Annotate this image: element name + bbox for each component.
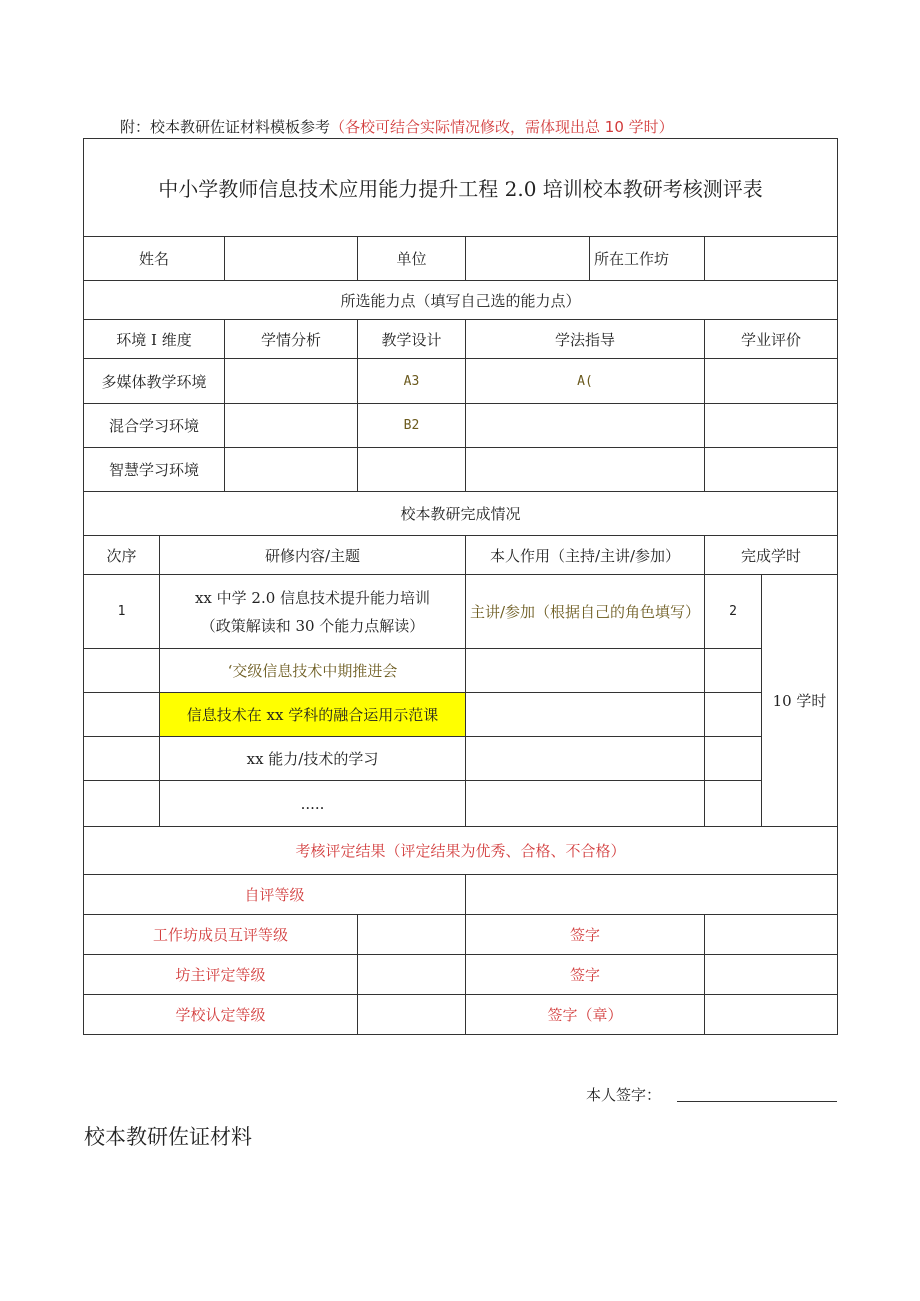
column-header-topic: 研修内容/主题 <box>160 536 466 575</box>
ability-cell[interactable] <box>225 404 358 448</box>
self-eval-field[interactable] <box>466 875 838 915</box>
note-highlight-hours: 10 <box>604 118 624 136</box>
ability-cell[interactable]: B2 <box>358 404 466 448</box>
ability-cell[interactable] <box>705 448 838 492</box>
total-hours: 10 学时 <box>762 575 838 827</box>
name-label: 姓名 <box>84 237 225 281</box>
note-prefix: 附：校本教研佐证材料模板参考 <box>120 118 331 136</box>
unit-field[interactable] <box>466 237 590 281</box>
column-header-hours: 完成学时 <box>705 536 838 575</box>
session-topic-line: xx 中学 2.0 信息技术提升能力培训 <box>194 588 431 607</box>
ability-cell[interactable] <box>225 359 358 404</box>
template-note <box>120 116 674 137</box>
host-eval-field[interactable] <box>358 955 466 995</box>
session-role[interactable] <box>466 781 705 827</box>
dimension-header: 学业评价 <box>705 320 838 359</box>
school-eval-label: 学校认定等级 <box>84 995 358 1035</box>
peer-sign-label: 签字 <box>466 915 705 955</box>
session-topic[interactable]: 信息技术在 xx 学科的融合运用示范课 <box>160 693 466 737</box>
personal-signature-line[interactable] <box>677 1101 837 1102</box>
eval-header: 考核评定结果（评定结果为优秀、合格、不合格） <box>84 827 838 875</box>
session-topic[interactable]: xx 能力/技术的学习 <box>160 737 466 781</box>
ability-header: 所选能力点（填写自己选的能力点） <box>84 281 838 320</box>
note-highlight <box>330 118 674 136</box>
host-eval-label: 坊主评定等级 <box>84 955 358 995</box>
host-sign-label: 签字 <box>466 955 705 995</box>
session-order <box>84 737 160 781</box>
environment-name: 多媒体教学环境 <box>84 359 225 404</box>
environment-name: 混合学习环境 <box>84 404 225 448</box>
workshop-field[interactable] <box>705 237 838 281</box>
session-order: 1 <box>84 575 160 649</box>
ability-cell[interactable]: A( <box>466 359 705 404</box>
peer-sign-field[interactable] <box>705 915 838 955</box>
session-topic[interactable] <box>160 575 466 649</box>
session-hours[interactable]: 2 <box>705 575 762 649</box>
session-role[interactable] <box>466 737 705 781</box>
ability-cell[interactable] <box>358 448 466 492</box>
session-hours[interactable] <box>705 737 762 781</box>
ability-cell[interactable] <box>225 448 358 492</box>
ability-cell[interactable] <box>466 448 705 492</box>
dimension-header: 学情分析 <box>225 320 358 359</box>
session-order <box>84 649 160 693</box>
host-sign-field[interactable] <box>705 955 838 995</box>
session-role[interactable]: 主讲/参加（根据自己的角色填写） <box>466 575 705 649</box>
footer-title: 校本教研佐证材料 <box>84 1125 252 1149</box>
session-hours[interactable] <box>705 649 762 693</box>
session-role[interactable] <box>466 693 705 737</box>
completion-header: 校本教研完成情况 <box>84 492 838 536</box>
peer-eval-field[interactable] <box>358 915 466 955</box>
workshop-label: 所在工作坊 <box>590 237 705 281</box>
session-role[interactable] <box>466 649 705 693</box>
school-sign-label: 签字（章） <box>466 995 705 1035</box>
session-topic-line: （政策解读和 30 个能力点解读） <box>200 616 425 635</box>
session-hours[interactable] <box>705 781 762 827</box>
ability-cell[interactable] <box>466 404 705 448</box>
column-header-role: 本人作用（主持/主讲/参加） <box>466 536 705 575</box>
ability-cell[interactable] <box>705 404 838 448</box>
self-eval-label: 自评等级 <box>84 875 466 915</box>
ability-cell[interactable] <box>705 359 838 404</box>
environment-name: 智慧学习环境 <box>84 448 225 492</box>
evaluation-form-table <box>83 138 838 1035</box>
peer-eval-label: 工作坊成员互评等级 <box>84 915 358 955</box>
school-sign-field[interactable] <box>705 995 838 1035</box>
session-topic[interactable]: ..... <box>160 781 466 827</box>
session-order <box>84 781 160 827</box>
form-title: 中小学教师信息技术应用能力提升工程 2.0 培训校本教研考核测评表 <box>84 139 838 237</box>
dimension-header: 学法指导 <box>466 320 705 359</box>
unit-label: 单位 <box>358 237 466 281</box>
column-header-order: 次序 <box>84 536 160 575</box>
dimension-header: 教学设计 <box>358 320 466 359</box>
personal-signature-label: 本人签字： <box>586 1086 662 1104</box>
session-hours[interactable] <box>705 693 762 737</box>
ability-cell[interactable]: A3 <box>358 359 466 404</box>
note-highlight-b: 学时） <box>623 118 674 136</box>
note-highlight-a: （各校可结合实际情况修改，需体现出总 <box>330 118 605 136</box>
name-field[interactable] <box>225 237 358 281</box>
dimension-header: 环境 I 维度 <box>84 320 225 359</box>
session-order <box>84 693 160 737</box>
school-eval-field[interactable] <box>358 995 466 1035</box>
session-topic[interactable]: ‘交级信息技术中期推进会 <box>160 649 466 693</box>
